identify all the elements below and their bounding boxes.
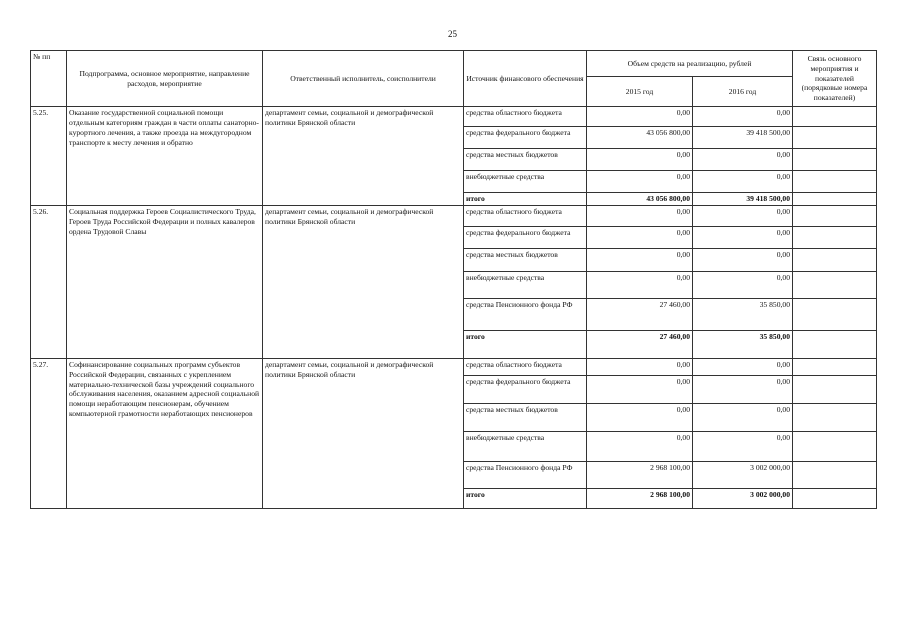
value-2015: 0,00 xyxy=(587,205,693,226)
source-cell: внебюджетные средства xyxy=(464,171,587,193)
value-2015: 0,00 xyxy=(587,171,693,193)
table-row xyxy=(31,205,877,226)
value-2016: 0,00 xyxy=(693,226,793,248)
table-row xyxy=(31,358,877,375)
value-2015: 43 056 800,00 xyxy=(587,127,693,149)
link-cell xyxy=(793,271,877,298)
row-executor: департамент семьи, социальной и демографической политики Брянской области xyxy=(263,205,464,358)
value-2015: 0,00 xyxy=(587,271,693,298)
header-volume: Объем средств на реализацию, рублей xyxy=(587,51,793,77)
source-cell: средства областного бюджета xyxy=(464,107,587,127)
link-cell xyxy=(793,107,877,127)
link-cell xyxy=(793,488,877,508)
value-2015: 0,00 xyxy=(587,248,693,271)
link-cell xyxy=(793,149,877,171)
row-executor: департамент семьи, социальной и демографической политики Брянской области xyxy=(263,107,464,206)
total-label: итого xyxy=(464,330,587,358)
value-2016: 0,00 xyxy=(693,375,793,403)
link-cell xyxy=(793,330,877,358)
value-2016: 0,00 xyxy=(693,171,793,193)
total-label: итого xyxy=(464,193,587,206)
source-cell: средства областного бюджета xyxy=(464,205,587,226)
link-cell xyxy=(793,358,877,375)
link-cell xyxy=(793,226,877,248)
source-cell: средства местных бюджетов xyxy=(464,403,587,431)
value-2015: 0,00 xyxy=(587,375,693,403)
value-2016: 0,00 xyxy=(693,205,793,226)
value-2016: 0,00 xyxy=(693,248,793,271)
total-2016: 3 002 000,00 xyxy=(693,488,793,508)
value-2016: 0,00 xyxy=(693,149,793,171)
link-cell xyxy=(793,248,877,271)
source-cell: внебюджетные средства xyxy=(464,271,587,298)
table-row xyxy=(31,107,877,127)
value-2015: 27 460,00 xyxy=(587,298,693,330)
value-2015: 0,00 xyxy=(587,358,693,375)
link-cell xyxy=(793,403,877,431)
row-num: 5.25. xyxy=(31,107,67,206)
row-description: Софинансирование социальных программ субъектов Российской Федерации, связанных с укреплением материально-технической базы учреждений социального обслуживания населения, оказанием адресной социальной помощи неработающим пенсионерам, обучением компьютерной грамотности неработающих пенсионеров xyxy=(67,358,263,508)
total-2016: 35 850,00 xyxy=(693,330,793,358)
total-2016: 39 418 500,00 xyxy=(693,193,793,206)
value-2015: 0,00 xyxy=(587,107,693,127)
row-description: Оказание государственной социальной помощи отдельным категориям граждан в части оплаты санаторно-курортного лечения, а также проезда на междугородном транспорте к месту лечения и обратно xyxy=(67,107,263,206)
value-2016: 0,00 xyxy=(693,431,793,461)
total-2015: 2 968 100,00 xyxy=(587,488,693,508)
header-year-2015: 2015 год xyxy=(587,77,693,107)
value-2016: 39 418 500,00 xyxy=(693,127,793,149)
header-link: Связь основного мероприятия и показателей (порядковые номера показателей) xyxy=(793,51,877,107)
source-cell: средства местных бюджетов xyxy=(464,248,587,271)
value-2015: 2 968 100,00 xyxy=(587,461,693,488)
header-executor: Ответственный исполнитель, соисполнители xyxy=(263,51,464,107)
value-2016: 0,00 xyxy=(693,107,793,127)
header-program: Подпрограмма, основное мероприятие, направление расходов, мероприятие xyxy=(67,51,263,107)
financing-table xyxy=(30,50,877,509)
source-cell: внебюджетные средства xyxy=(464,431,587,461)
source-cell: средства областного бюджета xyxy=(464,358,587,375)
total-2015: 43 056 800,00 xyxy=(587,193,693,206)
row-num: 5.27. xyxy=(31,358,67,508)
link-cell xyxy=(793,193,877,206)
source-cell: средства федерального бюджета xyxy=(464,127,587,149)
source-cell: средства Пенсионного фонда РФ xyxy=(464,298,587,330)
source-cell: средства федерального бюджета xyxy=(464,375,587,403)
row-executor: департамент семьи, социальной и демографической политики Брянской области xyxy=(263,358,464,508)
link-cell xyxy=(793,375,877,403)
value-2016: 0,00 xyxy=(693,403,793,431)
page-number: 25 xyxy=(448,29,457,39)
value-2016: 0,00 xyxy=(693,358,793,375)
value-2015: 0,00 xyxy=(587,431,693,461)
link-cell xyxy=(793,461,877,488)
link-cell xyxy=(793,171,877,193)
header-year-2016: 2016 год xyxy=(693,77,793,107)
row-description: Социальная поддержка Героев Социалистического Труда, Героев Труда Российской Федерации и полных кавалеров ордена Трудовой Славы xyxy=(67,205,263,358)
row-num: 5.26. xyxy=(31,205,67,358)
header-source: Источник финансового обеспечения xyxy=(464,51,587,107)
header-num: № пп xyxy=(31,51,67,107)
source-cell: средства Пенсионного фонда РФ xyxy=(464,461,587,488)
value-2015: 0,00 xyxy=(587,226,693,248)
value-2016: 0,00 xyxy=(693,271,793,298)
link-cell xyxy=(793,127,877,149)
source-cell: средства федерального бюджета xyxy=(464,226,587,248)
value-2015: 0,00 xyxy=(587,403,693,431)
total-label: итого xyxy=(464,488,587,508)
value-2015: 0,00 xyxy=(587,149,693,171)
link-cell xyxy=(793,205,877,226)
total-2015: 27 460,00 xyxy=(587,330,693,358)
link-cell xyxy=(793,298,877,330)
value-2016: 35 850,00 xyxy=(693,298,793,330)
link-cell xyxy=(793,431,877,461)
value-2016: 3 002 000,00 xyxy=(693,461,793,488)
source-cell: средства местных бюджетов xyxy=(464,149,587,171)
